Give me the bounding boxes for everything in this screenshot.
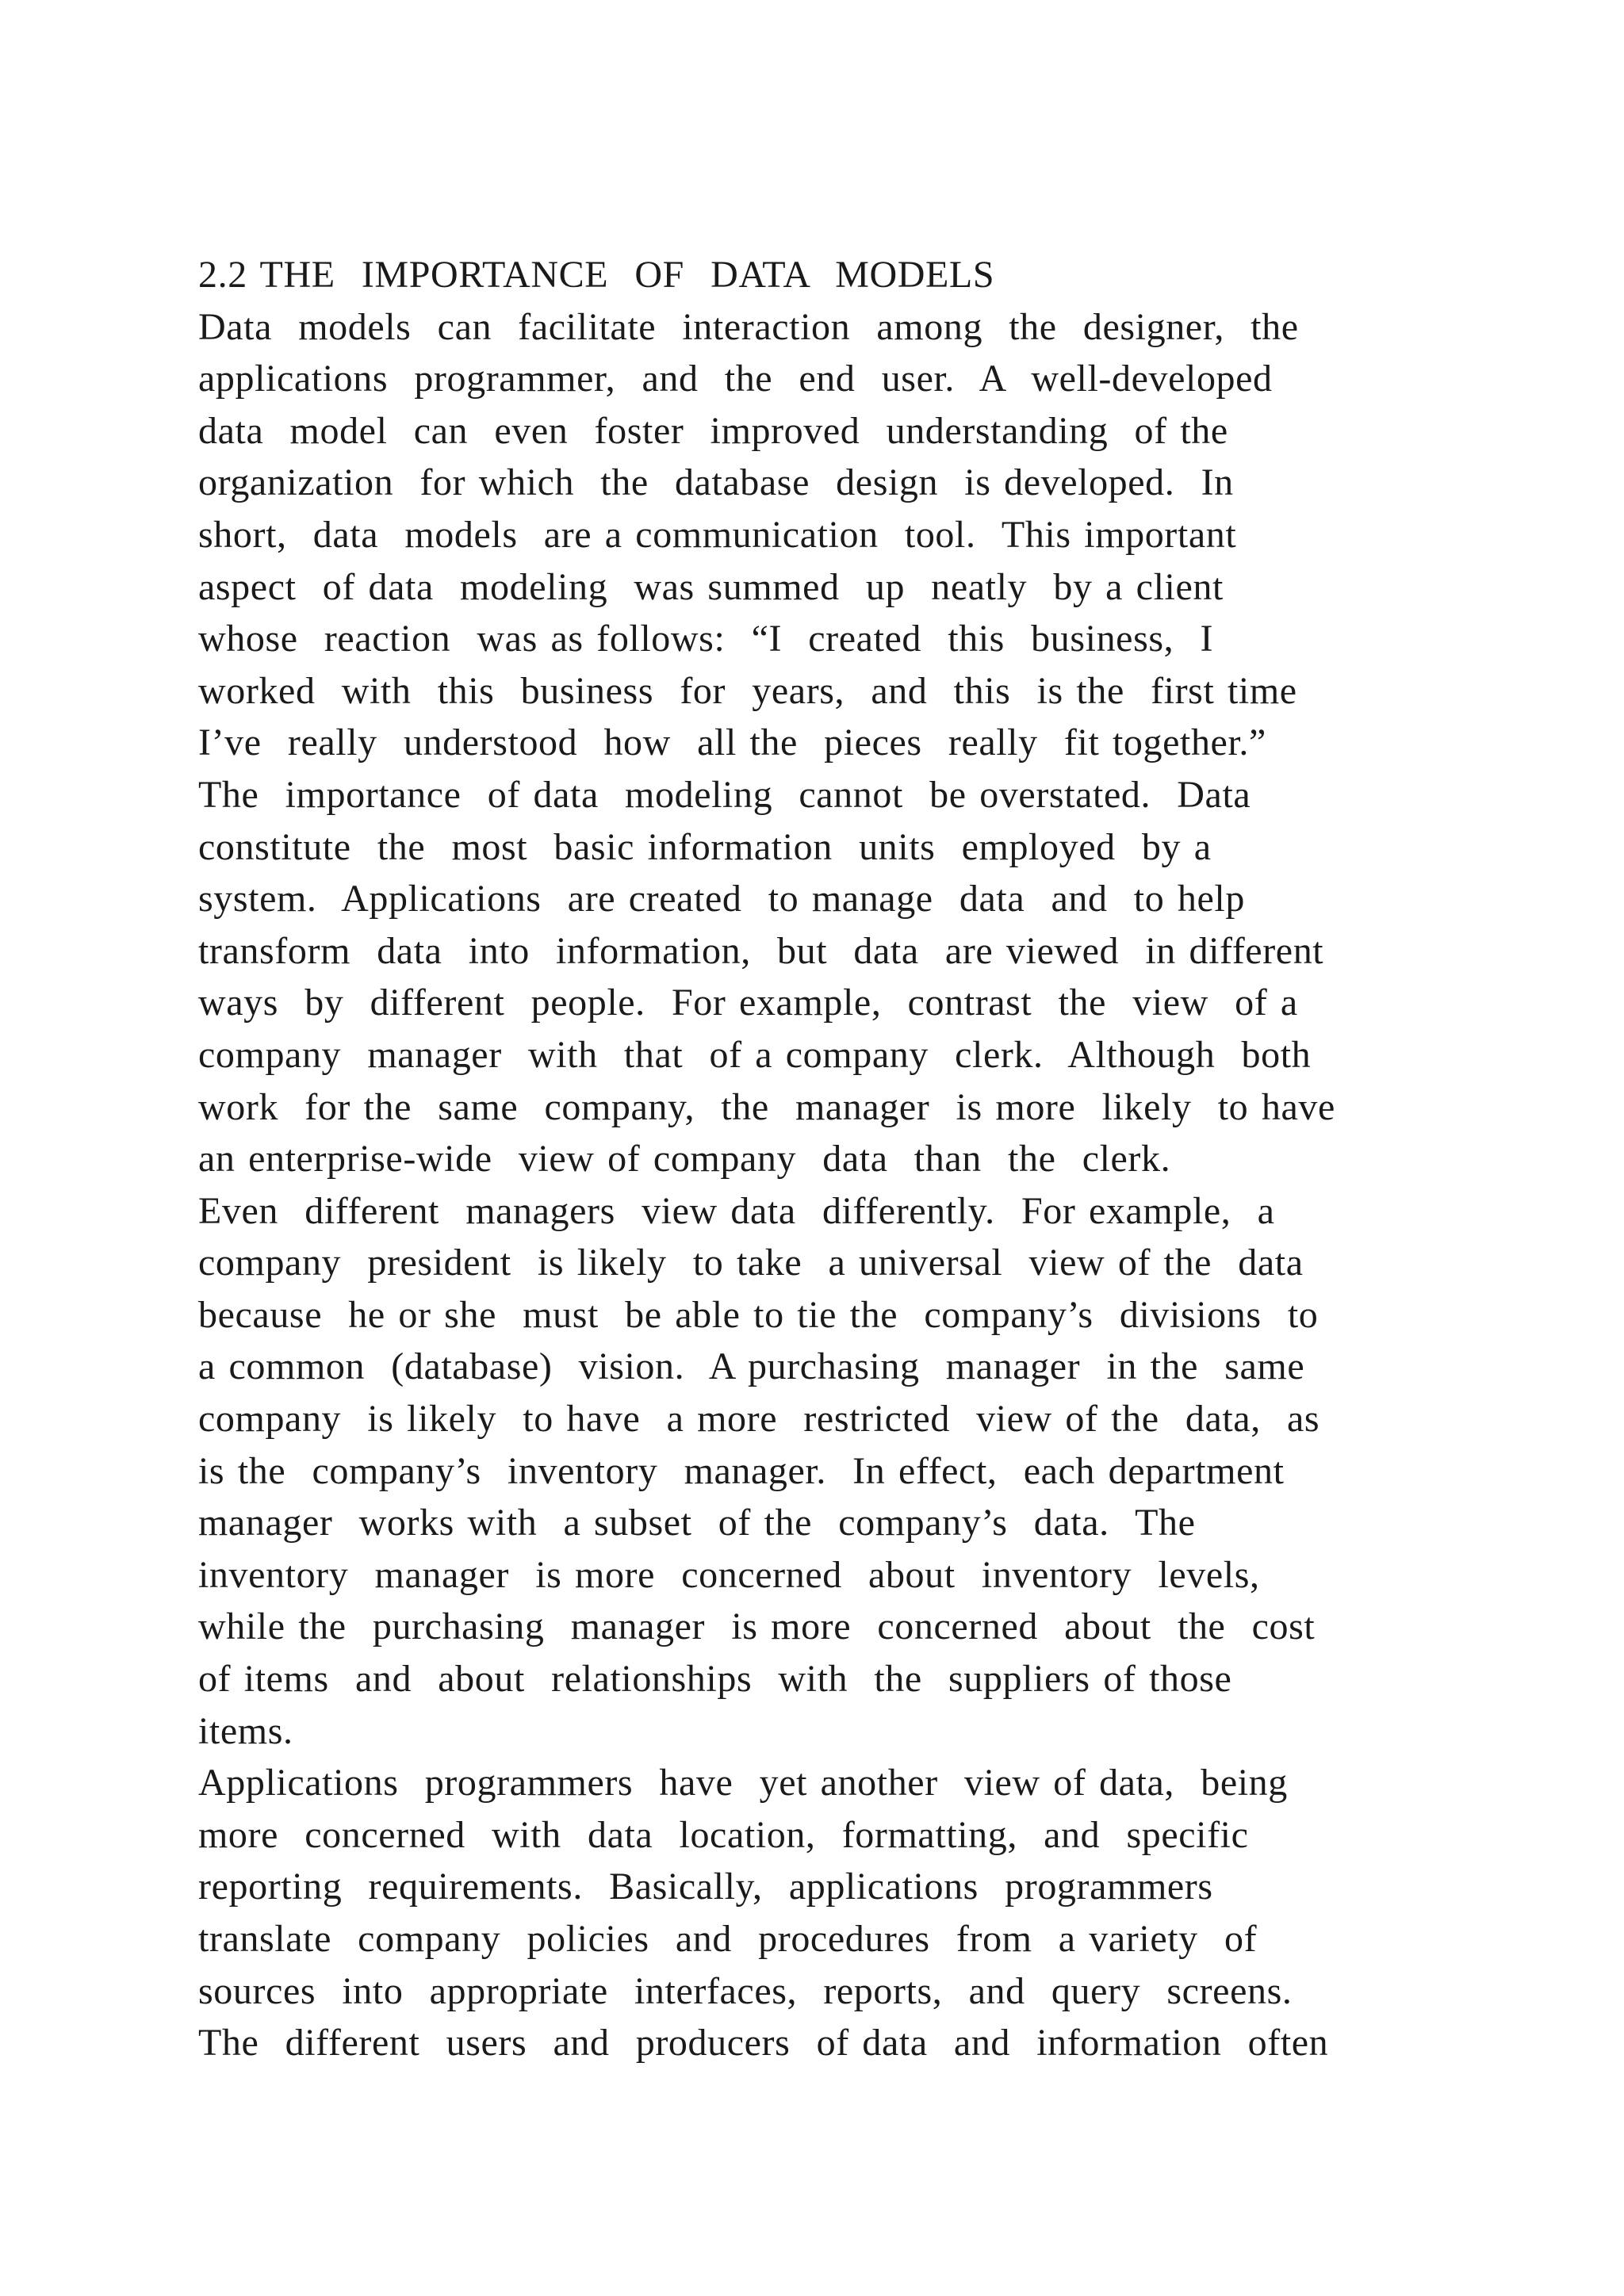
text-line: transform data into information, but data are viewed in different bbox=[198, 929, 1324, 972]
text-line: inventory manager is more concerned about inventory levels, bbox=[198, 1553, 1260, 1596]
text-line: constitute the most basic information units employed by a bbox=[198, 825, 1212, 868]
text-line: an enterprise-wide view of company data than the clerk. bbox=[198, 1138, 1171, 1181]
text-line: Applications programmers have yet another view of data, being bbox=[198, 1762, 1288, 1804]
text-line: organization for which the database design is developed. In bbox=[198, 461, 1234, 504]
text-line: company is likely to have a more restricted view of the data, as bbox=[198, 1398, 1320, 1441]
text-line: aspect of data modeling was summed up neatly by a client bbox=[198, 565, 1224, 608]
text-line: work for the same company, the manager is more likely to have bbox=[198, 1085, 1335, 1128]
text-line: items. bbox=[198, 1709, 293, 1752]
text-line: system. Applications are created to manage data and to help bbox=[198, 878, 1245, 920]
text-line: Even different managers view data differently. For example, a bbox=[198, 1189, 1275, 1232]
text-line: sources into appropriate interfaces, reports, and query screens. bbox=[198, 1969, 1293, 2012]
text-line: reporting requirements. Basically, applications programmers bbox=[198, 1866, 1213, 1908]
text-line: Data models can facilitate interaction among the designer, the bbox=[198, 305, 1299, 348]
body-text bbox=[198, 249, 1530, 2069]
text-line: The different users and producers of data and information often bbox=[198, 2022, 1329, 2064]
text-line: short, data models are a communication tool. This important bbox=[198, 513, 1237, 556]
text-line: manager works with a subset of the company’s data. The bbox=[198, 1502, 1196, 1544]
text-line: applications programmer, and the end user. A well-developed bbox=[198, 358, 1273, 400]
text-line: I’ve really understood how all the pieces really fit together.” bbox=[198, 721, 1266, 764]
text-line: more concerned with data location, formatting, and specific bbox=[198, 1813, 1249, 1856]
text-line: worked with this business for years, and this is the first time bbox=[198, 669, 1297, 712]
text-line: because he or she must be able to tie the company’s divisions to bbox=[198, 1293, 1319, 1336]
text-line: translate company policies and procedures from a variety of bbox=[198, 1918, 1258, 1960]
text-line: of items and about relationships with the suppliers of those bbox=[198, 1658, 1232, 1701]
text-line: The importance of data modeling cannot be overstated. Data bbox=[198, 773, 1251, 816]
text-line: company president is likely to take a universal view of the data bbox=[198, 1242, 1304, 1284]
text-line: ways by different people. For example, contrast the view of a bbox=[198, 982, 1298, 1024]
text-line: is the company’s inventory manager. In effect, each department bbox=[198, 1449, 1285, 1492]
text-line: a common (database) vision. A purchasing manager in the same bbox=[198, 1345, 1305, 1388]
section-heading: 2.2 THE IMPORTANCE OF DATA MODELS bbox=[198, 254, 995, 296]
text-line: while the purchasing manager is more concerned about the cost bbox=[198, 1605, 1316, 1648]
text-line: company manager with that of a company clerk. Although both bbox=[198, 1033, 1312, 1076]
text-line: data model can even foster improved understanding of the bbox=[198, 409, 1228, 452]
text-line: whose reaction was as follows: “I created this business, I bbox=[198, 618, 1214, 660]
